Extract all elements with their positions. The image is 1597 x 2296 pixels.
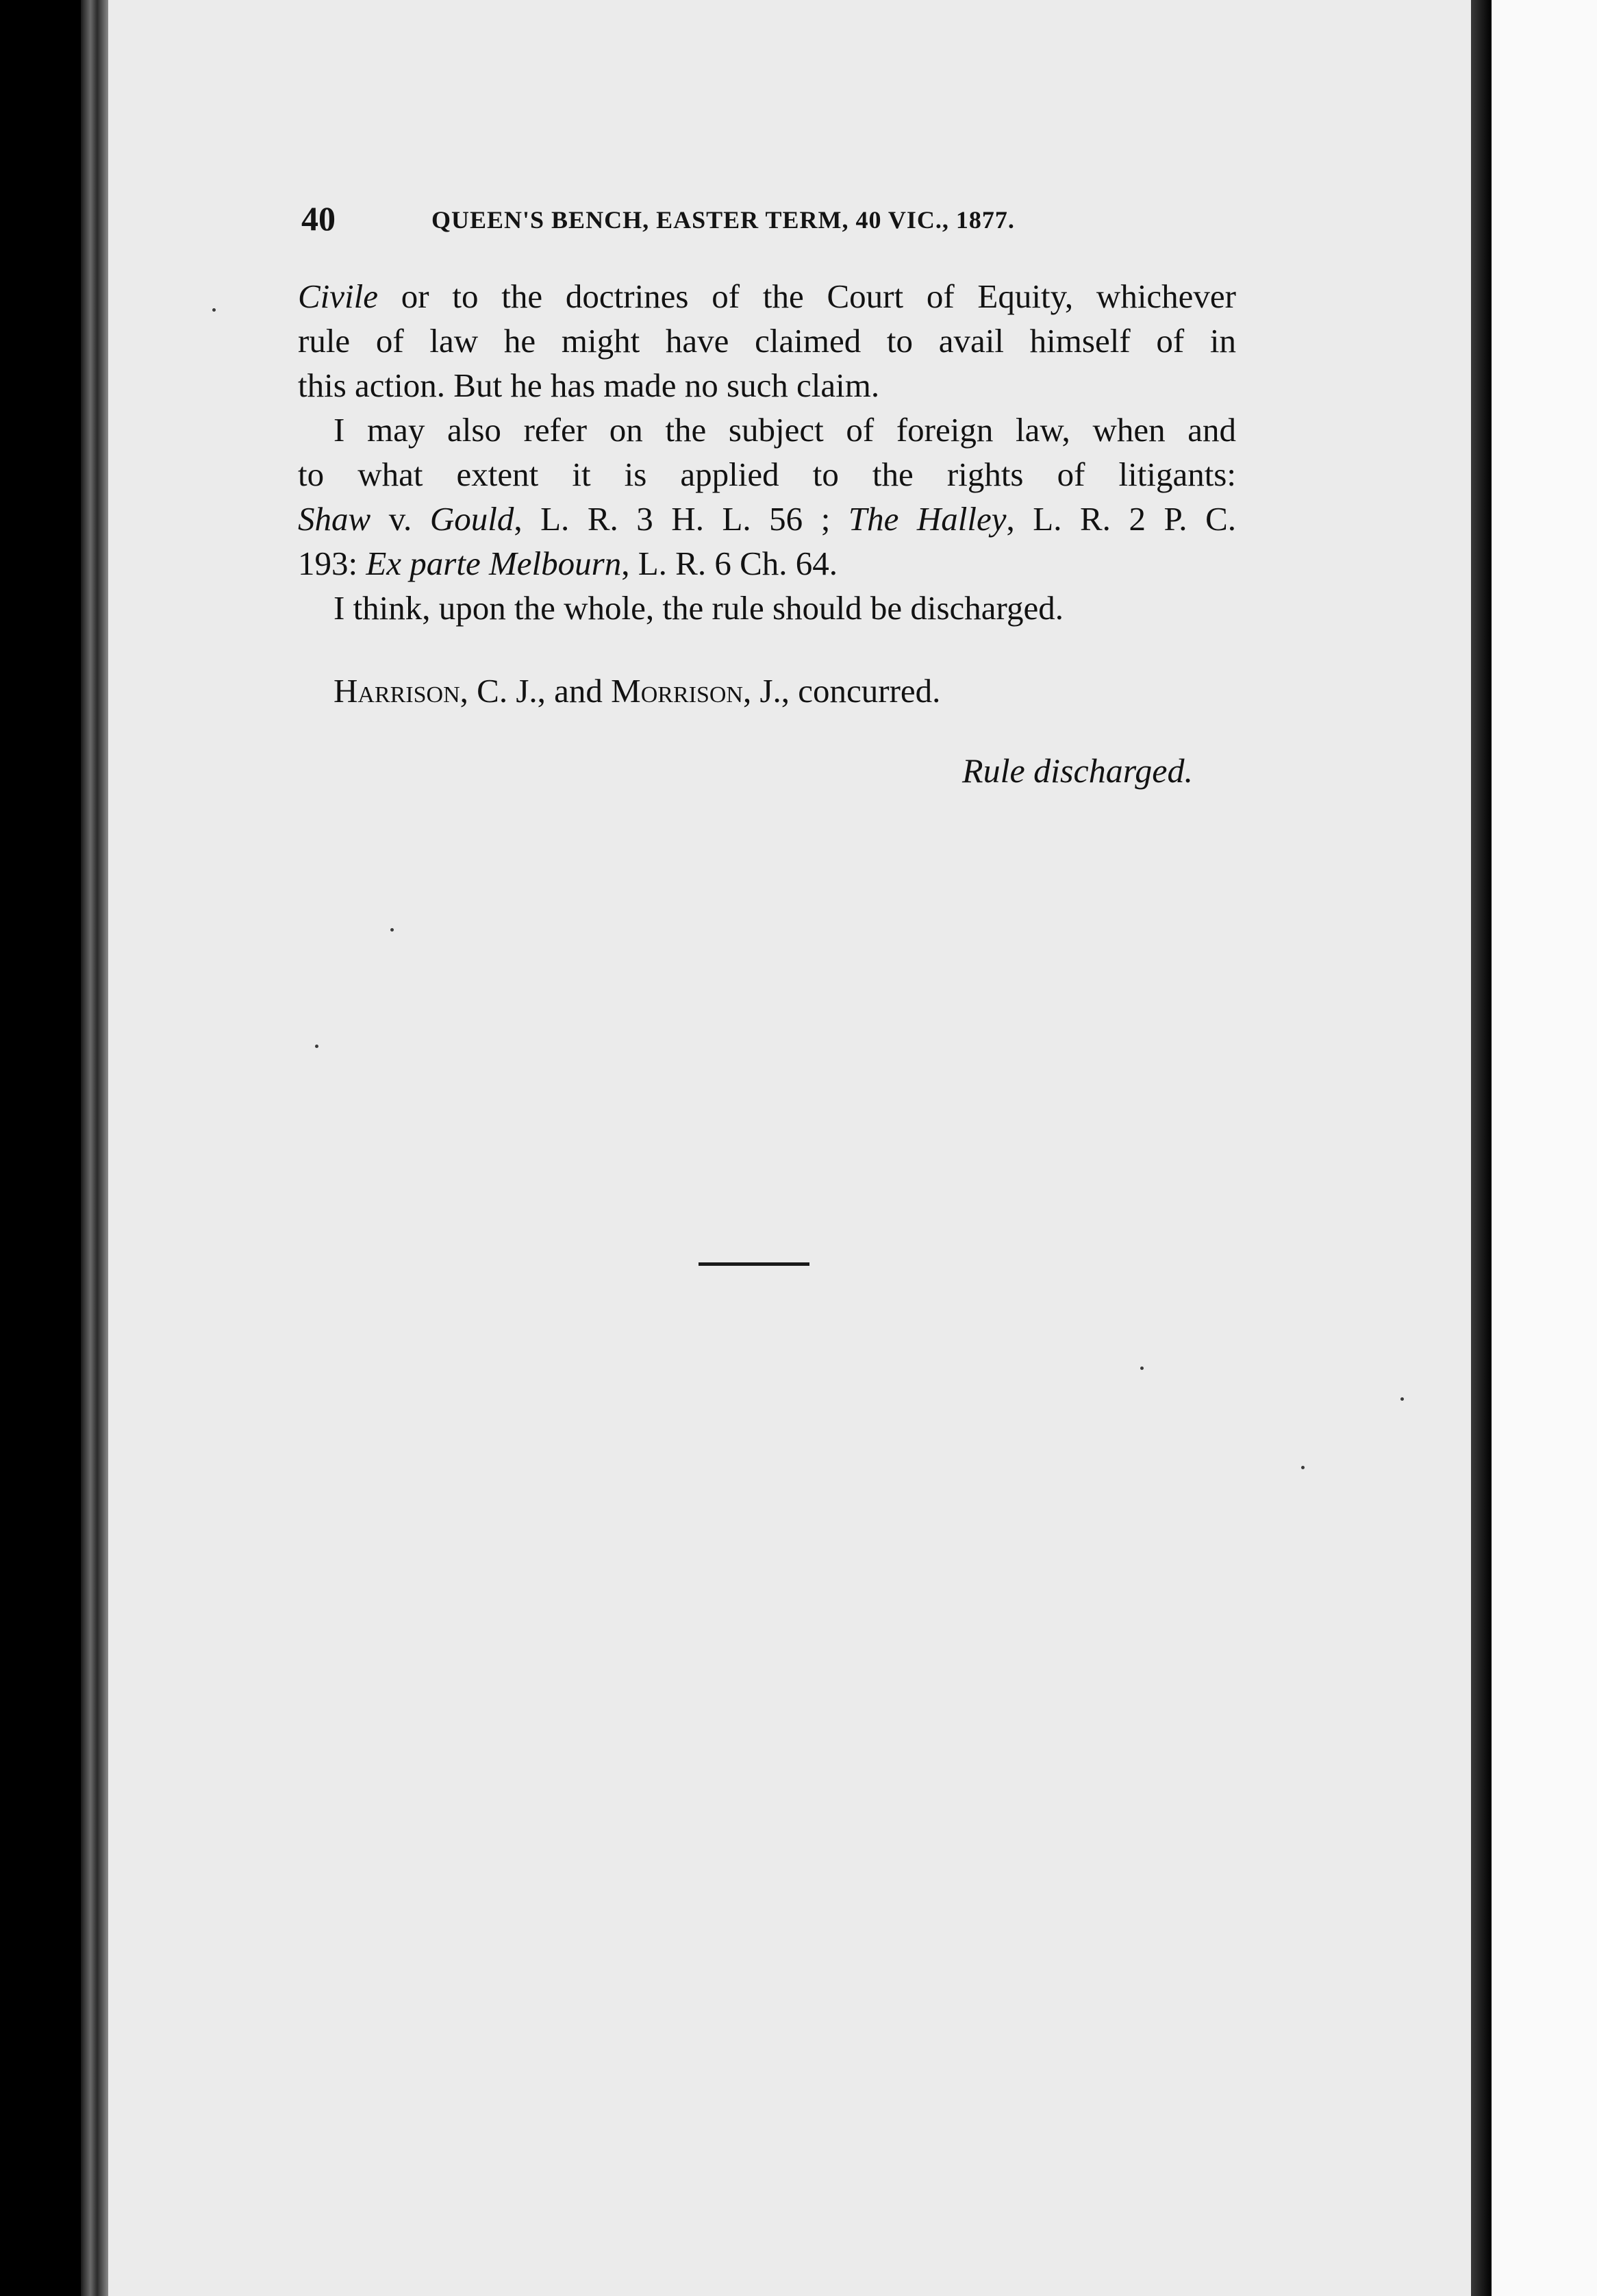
running-head bbox=[301, 199, 1109, 240]
text-line: to what extent it is applied to the rights of litigants: bbox=[298, 456, 1236, 493]
text-line: I think, upon the whole, the rule should be discharged. bbox=[334, 589, 1064, 627]
italic-term: Civile bbox=[298, 277, 379, 315]
end-rule bbox=[699, 1262, 809, 1266]
text-line: I may also refer on the subject of foreign law, when and bbox=[334, 411, 1236, 449]
case-name: Ex parte Melbourn bbox=[366, 545, 622, 582]
scan-speck bbox=[1400, 1397, 1404, 1401]
text-line: this action. But he has made no such claim. bbox=[298, 366, 880, 404]
disposition: Rule discharged. bbox=[962, 751, 1193, 790]
scan-speck bbox=[1301, 1466, 1305, 1469]
scan-speck bbox=[315, 1045, 318, 1048]
opinion-text bbox=[298, 274, 1236, 630]
case-name: Shaw bbox=[298, 500, 371, 538]
text-line: rule of law he might have claimed to avail himself of in bbox=[298, 322, 1236, 360]
scan-speck bbox=[390, 928, 394, 932]
concurrence-line: Harrison, C. J., and Morrison, J., concurred. bbox=[334, 672, 941, 710]
text-line: 193: Ex parte Melbourn, L. R. 6 Ch. 64. bbox=[298, 545, 838, 582]
judge-name: Harrison bbox=[334, 672, 460, 710]
running-title: QUEEN'S BENCH, EASTER TERM, 40 VIC., 1877. bbox=[431, 206, 1015, 234]
case-name: Gould bbox=[429, 500, 514, 538]
page-number: 40 bbox=[301, 199, 336, 238]
case-name: The Halley bbox=[848, 500, 1007, 538]
scan-background bbox=[1492, 0, 1597, 2296]
page-edge bbox=[81, 0, 108, 2296]
scan-speck bbox=[1140, 1367, 1144, 1370]
judge-name: Morrison bbox=[611, 672, 743, 710]
scan-speck bbox=[212, 308, 216, 312]
text-line: Shaw v. Gould, L. R. 3 H. L. 56 ; The Halley, L. R. 2 P. C. bbox=[298, 500, 1237, 538]
text-line: Civile or to the doctrines of the Court of Equity, whichever bbox=[298, 277, 1236, 315]
page-right-shadow bbox=[1471, 0, 1492, 2296]
